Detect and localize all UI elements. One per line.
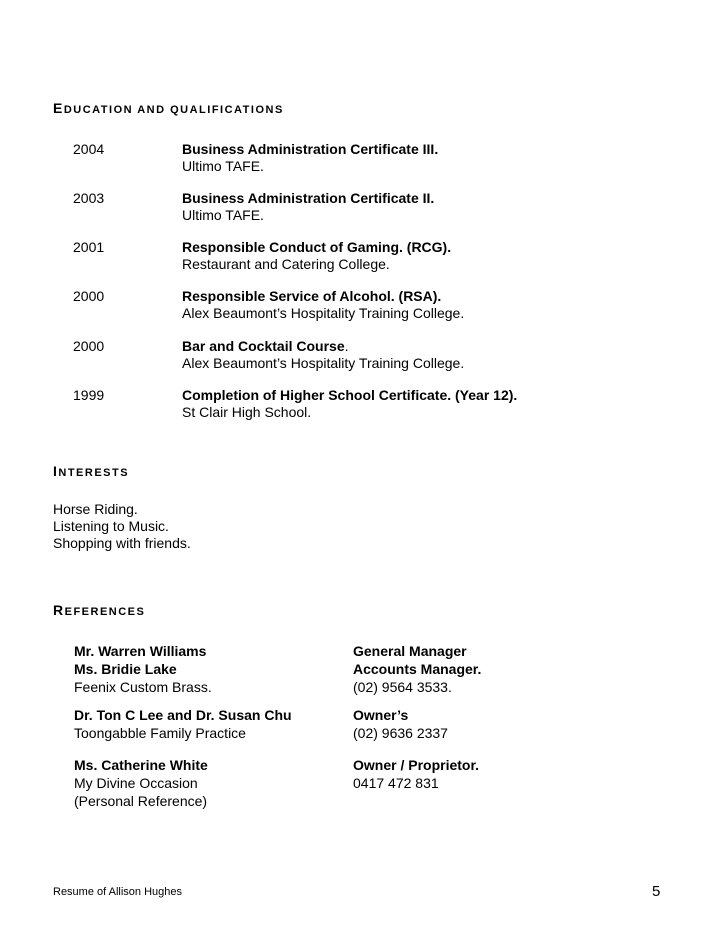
reference-name: Ms. Catherine White: [74, 757, 208, 773]
footer-label: Resume of Allison Hughes: [53, 886, 183, 898]
education-year: 2000: [73, 338, 105, 354]
education-year: 2004: [73, 141, 105, 157]
education-institution: St Clair High School.: [182, 404, 312, 420]
education-institution: Ultimo TAFE.: [182, 207, 264, 223]
education-title: Bar and Cocktail Course: [182, 338, 345, 354]
education-title: Business Administration Certificate III.: [182, 141, 439, 157]
education-title: Completion of Higher School Certificate. (Year 12).: [182, 387, 518, 403]
interest-item: Horse Riding.: [53, 501, 138, 517]
reference-phone: 0417 472 831: [353, 775, 439, 791]
education-year: 1999: [73, 387, 105, 403]
reference-name: Ms. Bridie Lake: [74, 661, 177, 677]
education-institution: Ultimo TAFE.: [182, 158, 264, 174]
interests-list: [53, 501, 191, 552]
education-year: 2003: [73, 190, 105, 206]
reference-organisation: My Divine Occasion: [74, 775, 198, 791]
reference-position: Owner / Proprietor.: [353, 757, 480, 773]
interests-heading: INTERESTS: [53, 463, 130, 479]
page-number: 5: [652, 883, 661, 900]
reference-group-1-right: [353, 642, 481, 696]
education-entry: [182, 288, 464, 322]
education-year: 2000: [73, 288, 105, 304]
reference-phone: (02) 9636 2337: [353, 725, 448, 741]
reference-group-2-left: [74, 706, 292, 742]
education-year: 2001: [73, 239, 105, 255]
education-entry: [182, 141, 438, 175]
education-title: Responsible Conduct of Gaming. (RCG).: [182, 239, 452, 255]
education-institution: Alex Beaumont’s Hospitality Training College.: [182, 305, 465, 321]
interest-item: Shopping with friends.: [53, 535, 191, 551]
interest-item: Listening to Music.: [53, 518, 169, 534]
reference-group-1-left: [74, 642, 212, 696]
education-entry: [182, 387, 517, 421]
reference-position: General Manager: [353, 643, 467, 659]
education-institution: Alex Beaumont’s Hospitality Training College.: [182, 355, 465, 371]
reference-organisation: Toongabble Family Practice: [74, 725, 246, 741]
reference-phone: (02) 9564 3533.: [353, 679, 452, 695]
reference-group-3-left: [74, 756, 208, 810]
education-institution: Restaurant and Catering College.: [182, 256, 390, 272]
education-title: Responsible Service of Alcohol. (RSA).: [182, 288, 442, 304]
reference-name: Mr. Warren Williams: [74, 643, 207, 659]
education-entry: [182, 190, 434, 224]
reference-name: Dr. Ton C Lee and Dr. Susan Chu: [74, 707, 292, 723]
education-entry: [182, 239, 451, 273]
reference-group-3-right: [353, 756, 479, 792]
references-heading: REFERENCES: [53, 602, 146, 618]
reference-organisation: Feenix Custom Brass.: [74, 679, 212, 695]
education-entry: Bar and Cocktail Course. Alex Beaumont’s Hospitality Training College.: [182, 338, 465, 371]
reference-position: Accounts Manager.: [353, 661, 482, 677]
reference-note: (Personal Reference): [74, 793, 208, 809]
reference-group-2-right: [353, 706, 448, 742]
education-heading: EDUCATION AND QUALIFICATIONS: [53, 100, 284, 116]
reference-position: Owner’s: [353, 707, 409, 723]
education-title: Business Administration Certificate II.: [182, 190, 435, 206]
